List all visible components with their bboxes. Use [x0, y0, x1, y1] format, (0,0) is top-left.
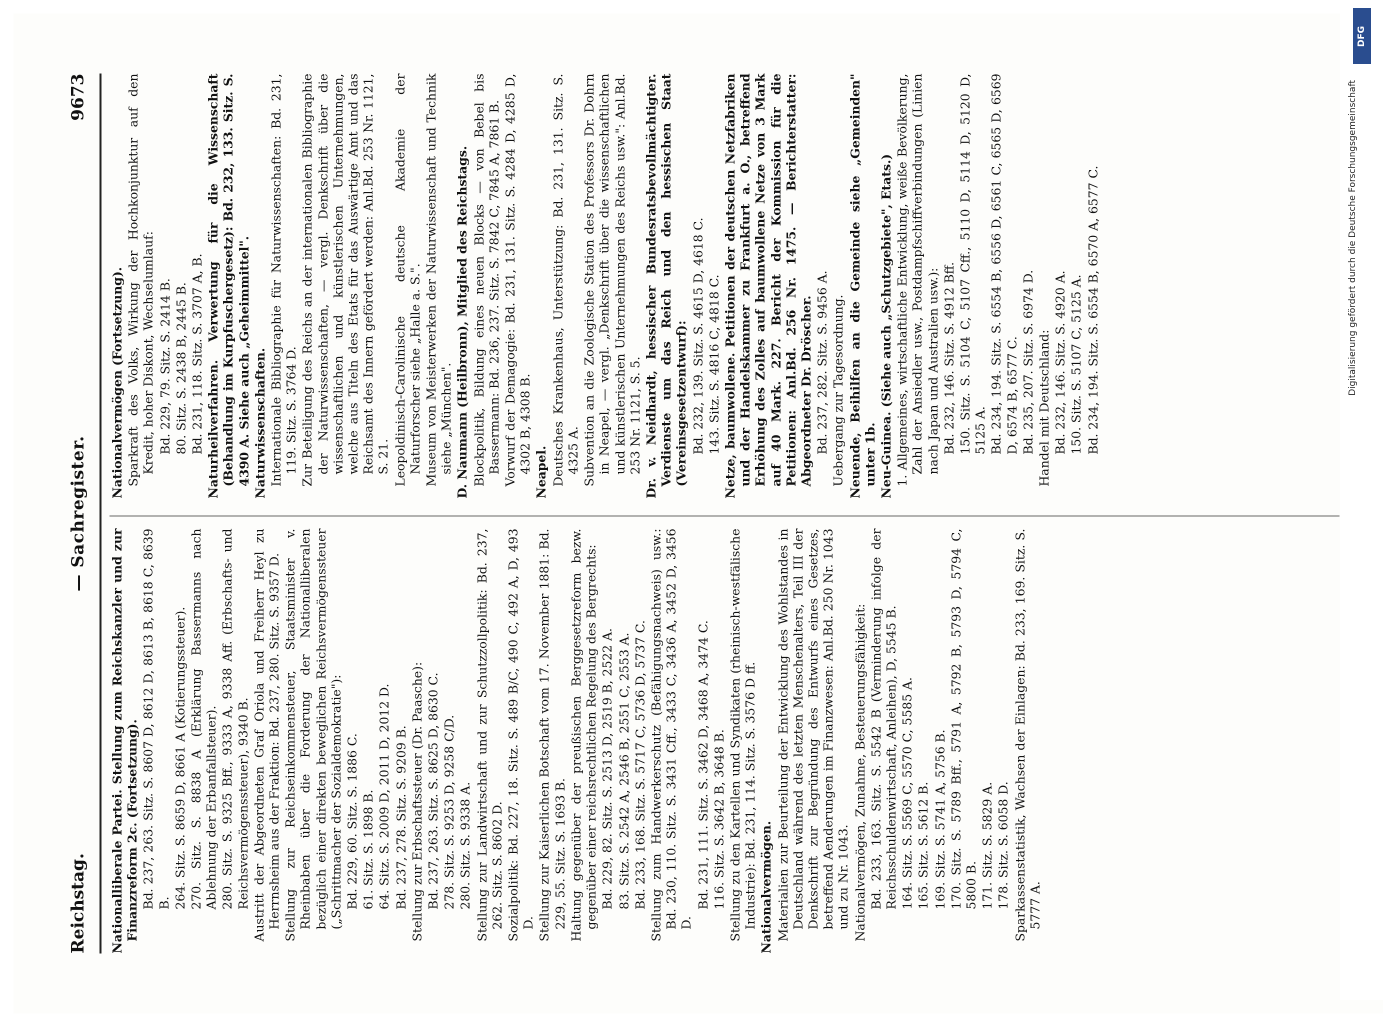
index-reference: 280. Sitz. S. 9338 A.: [458, 529, 473, 954]
document-page: [14, 14, 1383, 1014]
index-reference: Bd. 234, 194. Sitz. S. 6554 B, 6556 D, 6561 C, 6565 D, 6569 D, 6574 B, 6577 C.: [989, 74, 1019, 499]
index-subentry: Stellung zu den Kartellen und Syndikaten (rheinisch-westfälische Industrie): Bd. 231, 114. Sitz. S. 3576 D ff.: [727, 529, 757, 954]
index-subentry: Haltung gegenüber der preußischen Berggesetzreform bezw. gegenüber einer reichsrechtlichen Regelung des Bergrechts:: [568, 529, 598, 954]
index-reference: 264. Sitz. S. 8659 D, 8661 A (Kotierungssteuer).: [172, 529, 187, 954]
index-reference: 170. Sitz. S. 5789 Bff., 5791 A, 5792 B, 5793 D, 5794 C, 5800 B.: [948, 529, 978, 954]
digitization-credit: Digitalisierung gefördert durch die Deutsche Forschungsgemeinschaft: [1348, 80, 1358, 396]
index-subentry: Vorwurf der Demagogie: Bd. 231, 131. Sitz. S. 4284 D, 4285 D, 4302 B, 4308 B.: [503, 74, 533, 499]
index-reference: Bd. 232, 146. Sitz. S. 4920 A.: [1053, 74, 1068, 499]
index-reference: 61. Sitz. S. 1898 B.: [361, 529, 376, 954]
index-entry-heading: Dr. v. Neidhardt, hessischer Bundesratsbevollmächtigter. Verdienste um das Reich und den hessischen Staat (Vereinsgesetzentwurf):: [643, 74, 689, 499]
index-subentry: Subvention an die Zoologische Station des Professors Dr. Dohrn in Neapel, — vergl. „Denkschrift über die wissenschaftlichen und künstlerischen Unternehmungen des Reichs usw.": Anl.Bd. 253 Nr. 1121, S. 5.: [582, 74, 643, 499]
index-reference: Bd. 232, 139. Sitz. S. 4615 D, 4618 C.: [690, 74, 705, 499]
index-subentry: Leopoldinisch-Carolinische deutsche Akademie der Naturforscher siehe „Halle a. S.".: [392, 74, 422, 499]
index-reference: 150. Sitz. S. 5107 C, 5125 A.: [1069, 74, 1084, 499]
index-entry-heading: Nationalliberale Partei. Stellung zum Reichskanzler und zur Finanzreform 2c. (Fortsetzung).: [110, 529, 140, 954]
index-entry-heading: Neuende, Beihilfen an die Gemeinde siehe „Gemeinden" unter 1b.: [847, 74, 877, 499]
index-reference: 270. Sitz. S. 8838 A (Erklärung Bassermanns nach Ablehnung der Erbanfallsteuer).: [189, 529, 219, 954]
index-reference: 278. Sitz. S. 9253 D, 9258 C/D.: [442, 529, 457, 954]
column-divider: [110, 516, 1340, 517]
index-subentry: Handel mit Deutschland:: [1036, 74, 1051, 499]
index-reference: Bd. 237, 278. Sitz. S. 9209 B.: [393, 529, 408, 954]
index-subentry: Sozialpolitik: Bd. 227, 18. Sitz. S. 489 B/C, 490 C, 492 A, D, 493 D.: [506, 529, 536, 954]
page-number: 9673: [69, 74, 89, 121]
index-subentry: Sparkassenstatistik, Wachsen der Einlagen: Bd. 233, 169. Sitz. S. 5777 A.: [1012, 529, 1042, 954]
index-subentry: Sparkraft des Volks, Wirkung der Hochkonjunktur auf den Kredit, hoher Diskont, Wechselumlauf:: [126, 74, 156, 499]
index-reference: Bd. 232, 146. Sitz. S. 4912 Bff.: [941, 74, 956, 499]
index-reference: 143. Sitz. S. 4816 C, 4818 C.: [706, 74, 721, 499]
index-reference: Bd. 229, 79. Sitz. S. 2414 B.: [157, 74, 172, 499]
index-reference: Bd. 229, 82. Sitz. S. 2513 D, 2519 B, 2522 A.: [600, 529, 615, 954]
index-reference: Bd. 237, 263. Sitz. S. 8625 D, 8630 C.: [426, 529, 441, 954]
index-entry-heading: Neapel.: [534, 74, 549, 499]
index-entry-heading: Neu-Guinea. (Siehe auch „Schutzgebiete", Etats.): [878, 74, 893, 499]
index-subentry: Materialien zur Beurteilung der Entwicklung des Wohlstandes in Deutschland während des letzten Menschenalters, Teil III der Denkschrift zur Begründung des Entwurfs eines Gesetzes, betreffend Aenderungen im Finanzwesen: Anl.Bd. 250 Nr. 1043 und zu Nr. 1043.: [775, 529, 851, 954]
index-subentry: Zur Beteiligung des Reichs an der internationalen Bibliographie der Naturwissenschaften, — vergl. Denkschrift über die wissenschaftlichen und künstlerischen Unternehmungen, welche aus Titeln des Etats für das Auswärtige Amt und das Reichsamt des Innern gefördert werden: Anl.Bd. 253 Nr. 1121, S. 21.: [300, 74, 391, 499]
index-reference: Bd. 235, 207. Sitz. S. 6974 D.: [1020, 74, 1035, 499]
index-subentry: Nationalvermögen, Zunahme, Besteuerungsfähigkeit:: [852, 529, 867, 954]
index-subentry: Stellung zum Handwerkerschutz (Befähigungsnachweis) usw.: Bd. 230, 110. Sitz. S. 3431 Cff., 3433 C, 3436 A, 3452 D, 3456 D.: [648, 529, 694, 954]
index-reference: Bd. 234, 194. Sitz. S. 6554 B, 6570 A, 6577 C.: [1085, 74, 1100, 499]
index-subentry: Stellung zur Erbschaftssteuer (Dr. Paasche):: [409, 529, 424, 954]
index-reference: 64. Sitz. S. 2009 D, 2011 D, 2012 D.: [377, 529, 392, 954]
index-reference: 165. Sitz. S. 5612 B.: [916, 529, 931, 954]
index-subentry: Blockpolitik, Bildung eines neuen Blocks — von Bebel bis Bassermann: Bd. 236, 237. Sitz. S. 7842 C, 7845 A, 7861 B.: [471, 74, 501, 499]
index-reference: Bd. 237, 263. Sitz. S. 8607 D, 8612 D, 8613 B, 8618 C, 8639 B.: [141, 529, 171, 954]
index-entry-heading: Netze, baumwollene. Petitionen der deutschen Netzfabriken und der Handelskammer zu Frankfurt a. O., betreffend Erhöhung des Zolles auf baumwollene Netze von 3 Mark auf 40 Mark. 227. Bericht der Kommission für die Petitionen: Anl.Bd. 256 Nr. 1475. — Berichterstatter: Abgeordneter Dr. Dröscher.: [722, 74, 813, 499]
index-reference: 178. Sitz. S. 6058 D.: [996, 529, 1011, 954]
index-reference: Bd. 231, 111. Sitz. S. 3462 D, 3468 A, 3474 C.: [695, 529, 710, 954]
index-reference: 171. Sitz. S. 5829 A.: [980, 529, 995, 954]
index-entry-heading: Naturwissenschaften.: [252, 74, 267, 499]
digitization-sidebar: [1340, 0, 1383, 1000]
index-entry-heading: D. Naumann (Heilbronn), Mitglied des Reichstags.: [455, 74, 470, 499]
index-subentry: Austritt der Abgeordneten Graf Oriola und Freiherr Heyl zu Herrnsheim aus der Fraktion: Bd. 237, 280. Sitz. S. 9357 D.: [251, 529, 281, 954]
index-subentry: Stellung zur Reichseinkommensteuer, Staatsminister v. Rheinbaben über die Forderung der Nationalliberalen bezüglich einer direkten beweglichen Reichsvermögenssteuer („Schrittmacher der Sozialdemokratie"):: [283, 529, 344, 954]
index-subentry: Deutsches Krankenhaus, Unterstützung: Bd. 231, 131. Sitz. S. 4325 A.: [550, 74, 580, 499]
index-reference: 164. Sitz. S. 5569 C, 5570 C, 5585 A.: [900, 529, 915, 954]
index-reference: 83. Sitz. S. 2542 A, 2546 B, 2551 C, 2553 A.: [616, 529, 631, 954]
header-title: Reichstag.: [69, 853, 89, 953]
index-reference: 116. Sitz. S. 3642 B, 3648 B.: [711, 529, 726, 954]
index-reference: Bd. 233, 168. Sitz. S. 5717 C, 5736 D, 5737 C.: [632, 529, 647, 954]
index-reference: Bd. 233, 163. Sitz. S. 5542 B (Verminderung infolge der Reichsschuldenwirtschaft, Anleihen), D, 5545 B.: [868, 529, 898, 954]
index-subentry: 1. Allgemeines, wirtschaftliche Entwicklung, weiße Bevölkerung, Zahl der Ansiedler usw., Postdampfschiffverbindungen (Linien nach Japan und Australien usw.):: [895, 74, 941, 499]
dfg-logo: DFG: [1353, 8, 1371, 64]
header-section: — Sachregister.: [69, 74, 89, 954]
index-entry-heading: Nationalvermögen (Fortsetzung).: [110, 74, 125, 499]
index-reference: 150. Sitz. S. 5104 C, 5107 Cff., 5110 D, 5114 D, 5120 D, 5125 A.: [957, 74, 987, 499]
index-subentry: Stellung zur Landwirtschaft und zur Schutzzollpolitik: Bd. 237, 262. Sitz. S. 8602 D.: [474, 529, 504, 954]
index-subentry: Internationale Bibliographie für Naturwissenschaften: Bd. 231, 119. Sitz. S. 3764 D.: [269, 74, 299, 499]
header-rule: [100, 74, 102, 954]
index-entry-heading: Nationalvermögen.: [759, 529, 774, 954]
index-entry-heading: Naturheilverfahren. Verwertung für die Wissenschaft (Behandlung im Kurpfuschergesetz): Bd. 232, 133. Sitz. S. 4390 A. Siehe auch „Geheimmittel".: [206, 74, 252, 499]
index-reference: 280. Sitz. S. 9325 Bff., 9333 A, 9338 Aff. (Erbschafts- und Reichsvermögenssteuer), 9340 B.: [220, 529, 250, 954]
index-reference: Bd. 237, 282. Sitz. S. 9456 A.: [815, 74, 830, 499]
left-column: [110, 529, 1044, 954]
right-column: [110, 74, 1102, 499]
index-reference: Bd. 231, 118. Sitz. S. 3707 A, B.: [190, 74, 205, 499]
index-subentry: Stellung zur Kaiserlichen Botschaft vom 17. November 1881: Bd. 229, 55. Sitz. S. 1693 B.: [537, 529, 567, 954]
index-reference: 169. Sitz. S. 5741 A, 5756 B.: [932, 529, 947, 954]
index-subentry: Uebergang zur Tagesordnung.: [831, 74, 846, 499]
index-subentry: Museum von Meisterwerken der Naturwissenschaft und Technik siehe „München".: [424, 74, 454, 499]
page-header: [69, 74, 97, 954]
index-reference: Bd. 229, 60. Sitz. S. 1886 C.: [345, 529, 360, 954]
index-reference: 80. Sitz. S. 2438 B, 2445 B.: [173, 74, 188, 499]
